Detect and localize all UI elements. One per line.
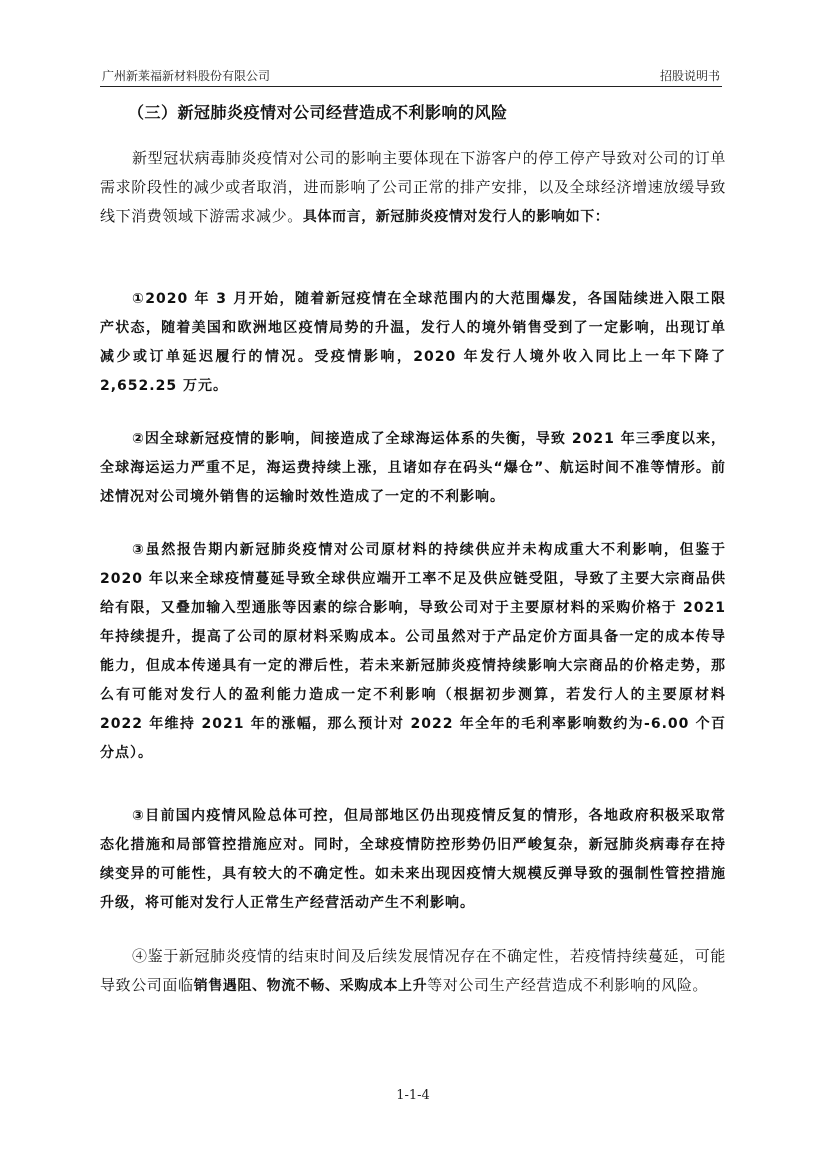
paragraph-item-2: ②因全球新冠疫情的影响，间接造成了全球海运体系的失衡，导致 2021 年三季度以来，全球海运运力严重不足，海运费持续上涨，且诸如存在码头“爆仓”、航运时间不准等情形。前述情况对公司境外销售的运输时效性造成了一定的不利影响。	[100, 431, 726, 505]
page-header	[100, 64, 722, 87]
section-title: （三）新冠肺炎疫情对公司经营造成不利影响的风险	[128, 103, 508, 122]
paragraph-intro	[100, 144, 726, 232]
page-number: 1-1-4	[396, 1088, 430, 1103]
document-type: 招股说明书	[659, 69, 720, 83]
paragraph-item-3: ③虽然报告期内新冠肺炎疫情对公司原材料的持续供应并未构成重大不利影响，但鉴于 2020 年以来全球疫情蔓延导致全球供应端开工率不足及供应链受阻，导致了主要大宗商品供给有限，又叠加输入型通胀等因素的综合影响，导致公司对于主要原材料的采购价格于 2021 年持续提升，提高了公司的原材料采购成本。公司虽然对于产品定价方面具备一定的成本传导能力，但成本传递具有一定的滞后性，若未来新冠肺炎疫情持续影响大宗商品的价格走势，那么有可能对发行人的盈利能力造成一定不利影响（根据初步测算，若发行人的主要原材料 2022 年维持 2021 年的涨幅，那么预计对 2022 年全年的毛利率影响数约为-6.00 个百分点）。	[100, 542, 726, 761]
item-4-bold-text: 销售遇阻、物流不畅、采购成本上升	[193, 978, 428, 994]
paragraph-item-4	[100, 942, 726, 1001]
intro-text: 新型冠状病毒肺炎疫情对公司的影响主要体现在下游客户的停工停产导致对公司的订单需求阶段性的减少或者取消，进而影响了公司正常的排产安排，以及全球经济增速放缓导致线下消费领域下游需求减少。	[100, 149, 726, 225]
paragraph-item-1: ①2020 年 3 月开始，随着新冠疫情在全球范围内的大范围爆发，各国陆续进入限工限产状态，随着美国和欧洲地区疫情局势的升温，发行人的境外销售受到了一定影响，出现订单减少或订单延迟履行的情况。受疫情影响，2020 年发行人境外收入同比上一年下降了 2,652.25 万元。	[100, 291, 726, 394]
paragraph-item-3b: ③目前国内疫情风险总体可控，但局部地区仍出现疫情反复的情形，各地政府积极采取常态化措施和局部管控措施应对。同时，全球疫情防控形势仍旧严峻复杂，新冠肺炎病毒存在持续变异的可能性，具有较大的不确定性。如未来出现因疫情大规模反弹导致的强制性管控措施升级，将可能对发行人正常生产经营活动产生不利影响。	[100, 808, 726, 911]
item-4-text-start: ④鉴于新冠肺炎疫情的结束时间及后续发展情况存在不确定性，若疫情持续蔓延，可能导致公司面临	[100, 947, 726, 994]
item-4-text-end: 等对公司生产经营造成不利影响的风险。	[427, 976, 709, 994]
company-name: 广州新莱福新材料股份有限公司	[102, 69, 271, 83]
intro-bold-text: 具体而言，新冠肺炎疫情对发行人的影响如下：	[302, 209, 610, 225]
